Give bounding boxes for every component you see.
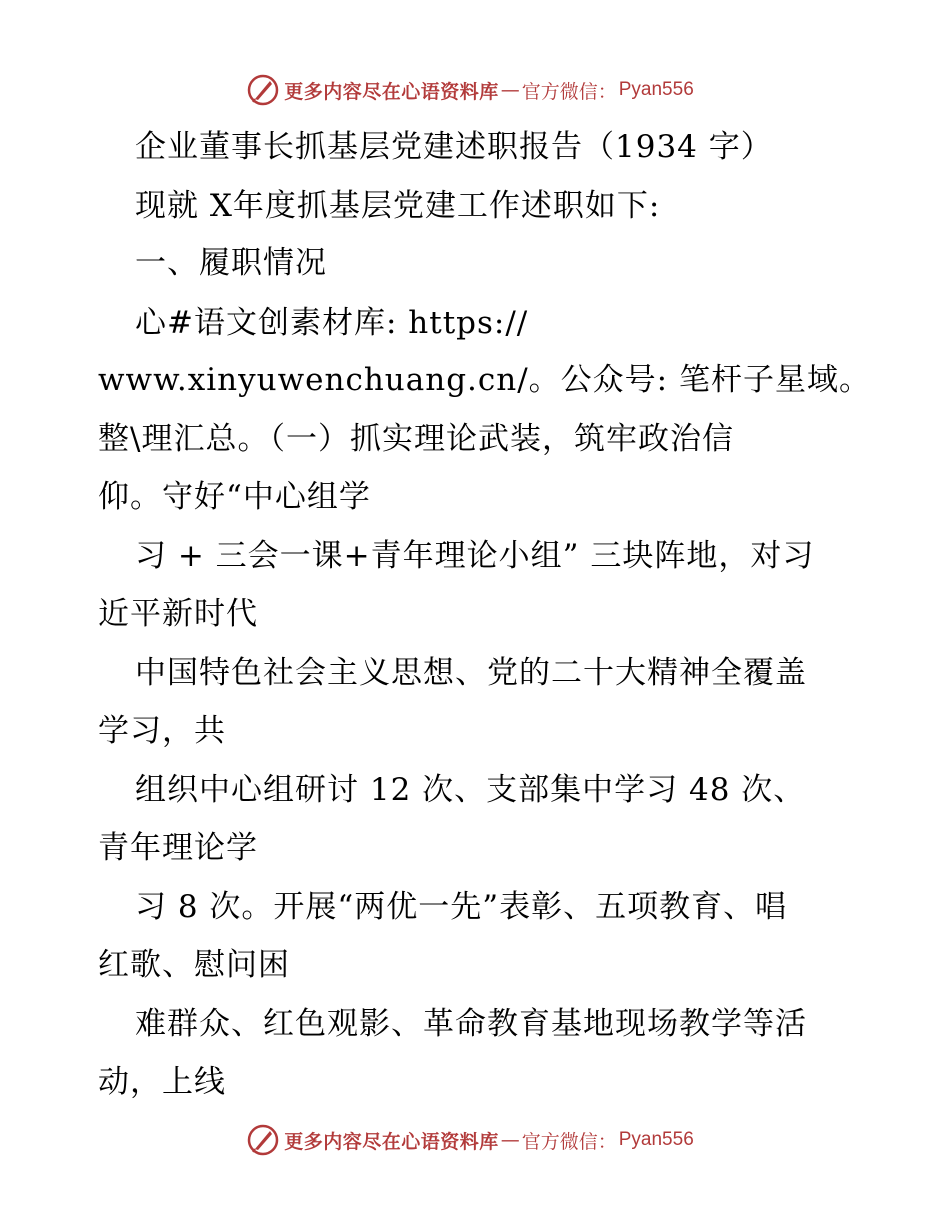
paragraph-line: 中国特色社会主义思想、党的二十大精神全覆盖	[135, 655, 807, 691]
paragraph-line: 仰。守好“中心组学	[98, 479, 371, 515]
paragraph-line: 学习，共	[98, 713, 226, 749]
banner-label: 官方微信：	[521, 80, 617, 103]
paragraph-line: www.xinyuwenchuang.cn/。公众号: 笔杆子星域。	[98, 362, 871, 398]
paragraph-line: 习 8 次。开展“两优一先”表彰、五项教育、唱	[135, 889, 788, 925]
paragraph-line: 难群众、红色观影、革命教育基地现场教学等活	[135, 1006, 807, 1042]
quill-logo-icon	[246, 73, 280, 107]
banner-label: 官方微信：	[521, 1130, 617, 1153]
quill-logo-icon	[246, 1123, 280, 1157]
banner-separator: —	[500, 79, 520, 101]
banner-wechat-id: Pyan556	[618, 1129, 694, 1150]
section-heading: 一、履职情况	[135, 245, 327, 281]
paragraph-line: 红歌、慰问困	[98, 947, 290, 983]
footer-banner	[0, 1120, 950, 1160]
banner-slogan: 更多内容尽在心语资料库	[284, 80, 499, 103]
paragraph-line: 现就 X年度抓基层党建工作述职如下:	[135, 188, 661, 224]
paragraph-line: 动，上线	[98, 1064, 226, 1100]
paragraph-line: 习 + 三会一课+青年理论小组” 三块阵地，对习	[135, 538, 815, 574]
banner-wechat-id: Pyan556	[618, 79, 694, 100]
paragraph-line: 青年理论学	[98, 830, 258, 866]
paragraph-line: 整\理汇总。（一）抓实理论武装，筑牢政治信	[98, 421, 734, 457]
paragraph-line: 组织中心组研讨 12 次、支部集中学习 48 次、	[135, 772, 806, 808]
document-title: 企业董事长抓基层党建述职报告（1934 字）	[135, 129, 773, 165]
header-banner	[0, 70, 950, 110]
paragraph-line: 近平新时代	[98, 596, 258, 632]
banner-separator: —	[500, 1129, 520, 1151]
banner-slogan: 更多内容尽在心语资料库	[284, 1130, 499, 1153]
paragraph-line: 心#语文创素材库: https://	[135, 305, 529, 341]
